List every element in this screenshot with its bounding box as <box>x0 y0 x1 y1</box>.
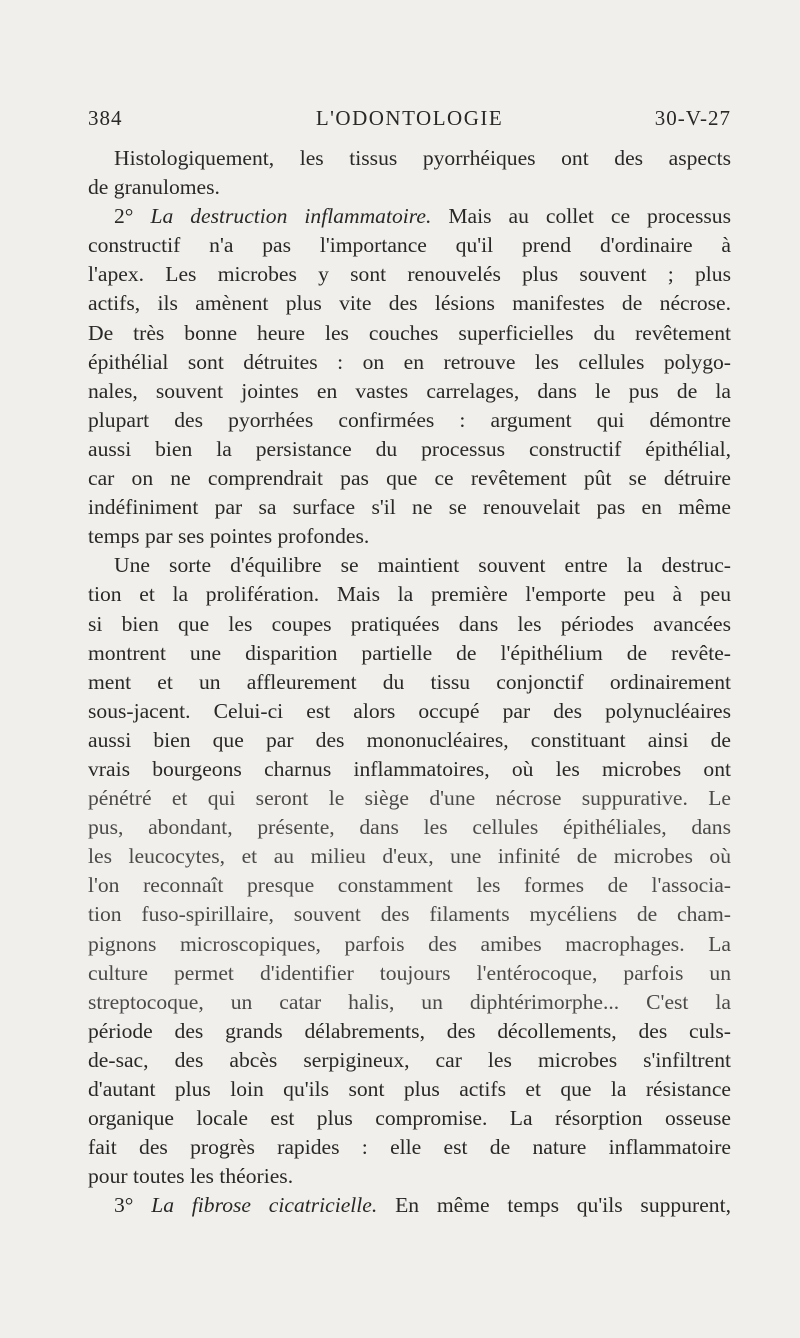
text-line: les leucocytes, et au milieu d'eux, une infinité de microbes où <box>88 844 731 869</box>
text-line: constructif n'a pas l'importance qu'il prend d'ordinaire à <box>88 233 731 258</box>
text-line: Histologiquement, les tissus pyorrhéiques ont des aspects <box>114 146 731 170</box>
journal-title: L'ODONTOLOGIE <box>315 106 504 130</box>
text-line: indéfiniment par sa surface s'il ne se renouvelait pas en même <box>88 495 731 520</box>
text-line: pour toutes les théories. <box>88 1164 294 1189</box>
text-line: ment et un affleurement du tissu conjonctif ordinairement <box>88 669 731 694</box>
page-number: 384 <box>88 106 123 130</box>
text-line: pus, abondant, présente, dans les cellules épithéliales, dans <box>88 815 731 840</box>
text-line: car on ne comprendrait pas que ce revêtement pût se détruire <box>88 466 731 491</box>
text-line: actifs, ils amènent plus vite des lésions manifestes de nécrose. <box>88 291 731 316</box>
text-line: de-sac, des abcès serpigineux, car les microbes s'infiltrent <box>88 1047 731 1072</box>
text-line: De très bonne heure les couches superficielles du revêtement <box>88 320 731 345</box>
text-line: pénétré et qui seront le siège d'une nécrose suppurative. Le <box>88 786 731 811</box>
text-line: Une sorte d'équilibre se maintient souvent entre la destruc- <box>114 553 731 578</box>
text-line: pignons microscopiques, parfois des amibes macrophages. La <box>88 931 731 956</box>
text-line: aussi bien la persistance du processus constructif épithélial, <box>88 436 731 461</box>
text-line: l'apex. Les microbes y sont renouvelés plus souvent ; plus <box>88 262 731 287</box>
text-line: fait des progrès rapides : elle est de nature inflammatoire <box>88 1135 731 1160</box>
section-heading: La destruction inflammatoire. <box>150 204 432 229</box>
text-line: streptocoque, un catar halis, un diphtérimorphe... C'est la <box>88 989 731 1014</box>
section-number: 2° <box>114 204 151 229</box>
text-line: culture permet d'identifier toujours l'entérocoque, parfois un <box>88 960 731 985</box>
text-line: d'autant plus loin qu'ils sont plus actifs et que la résistance <box>88 1077 731 1101</box>
text-line <box>88 1191 731 1220</box>
text-line: épithélial sont détruites : on en retrouve les cellules polygo- <box>88 349 731 374</box>
text-line: période des grands délabrements, des décollements, des culs- <box>88 1018 731 1043</box>
text-line: si bien que les coupes pratiquées dans les périodes avancées <box>88 611 731 636</box>
text-line: temps par ses pointes profondes. <box>88 524 370 549</box>
text-line: tion et la prolifération. Mais la première l'emporte peu à peu <box>88 582 731 607</box>
text-line <box>88 202 731 231</box>
section-heading: La fibrose cicatricielle. <box>151 1193 378 1218</box>
text-line: tion fuso-spirillaire, souvent des filaments mycéliens de cham- <box>88 902 731 927</box>
text-line: aussi bien que par des mononucléaires, constituant ainsi de <box>88 727 731 752</box>
text-line: vrais bourgeons charnus inflammatoires, où les microbes ont <box>88 756 731 781</box>
text-fragment: Mais au collet ce processus <box>431 204 731 229</box>
body-text <box>88 144 731 1220</box>
running-header <box>88 106 731 136</box>
text-line: organique locale est plus compromise. La résorption osseuse <box>88 1106 731 1131</box>
text-fragment: En même temps qu'ils suppurent, <box>377 1193 731 1218</box>
text-line: sous-jacent. Celui-ci est alors occupé par des polynucléaires <box>88 698 731 723</box>
issue-date: 30-V-27 <box>654 106 731 130</box>
text-line: l'on reconnaît presque constamment les formes de l'associa- <box>88 873 731 898</box>
text-line: nales, souvent jointes en vastes carrelages, dans le pus de la <box>88 378 731 403</box>
text-line: montrent une disparition partielle de l'épithélium de revête- <box>88 640 731 665</box>
text-line: plupart des pyorrhées confirmées : argument qui démontre <box>88 407 731 432</box>
section-number: 3° <box>114 1193 152 1218</box>
text-line: de granulomes. <box>88 175 220 200</box>
